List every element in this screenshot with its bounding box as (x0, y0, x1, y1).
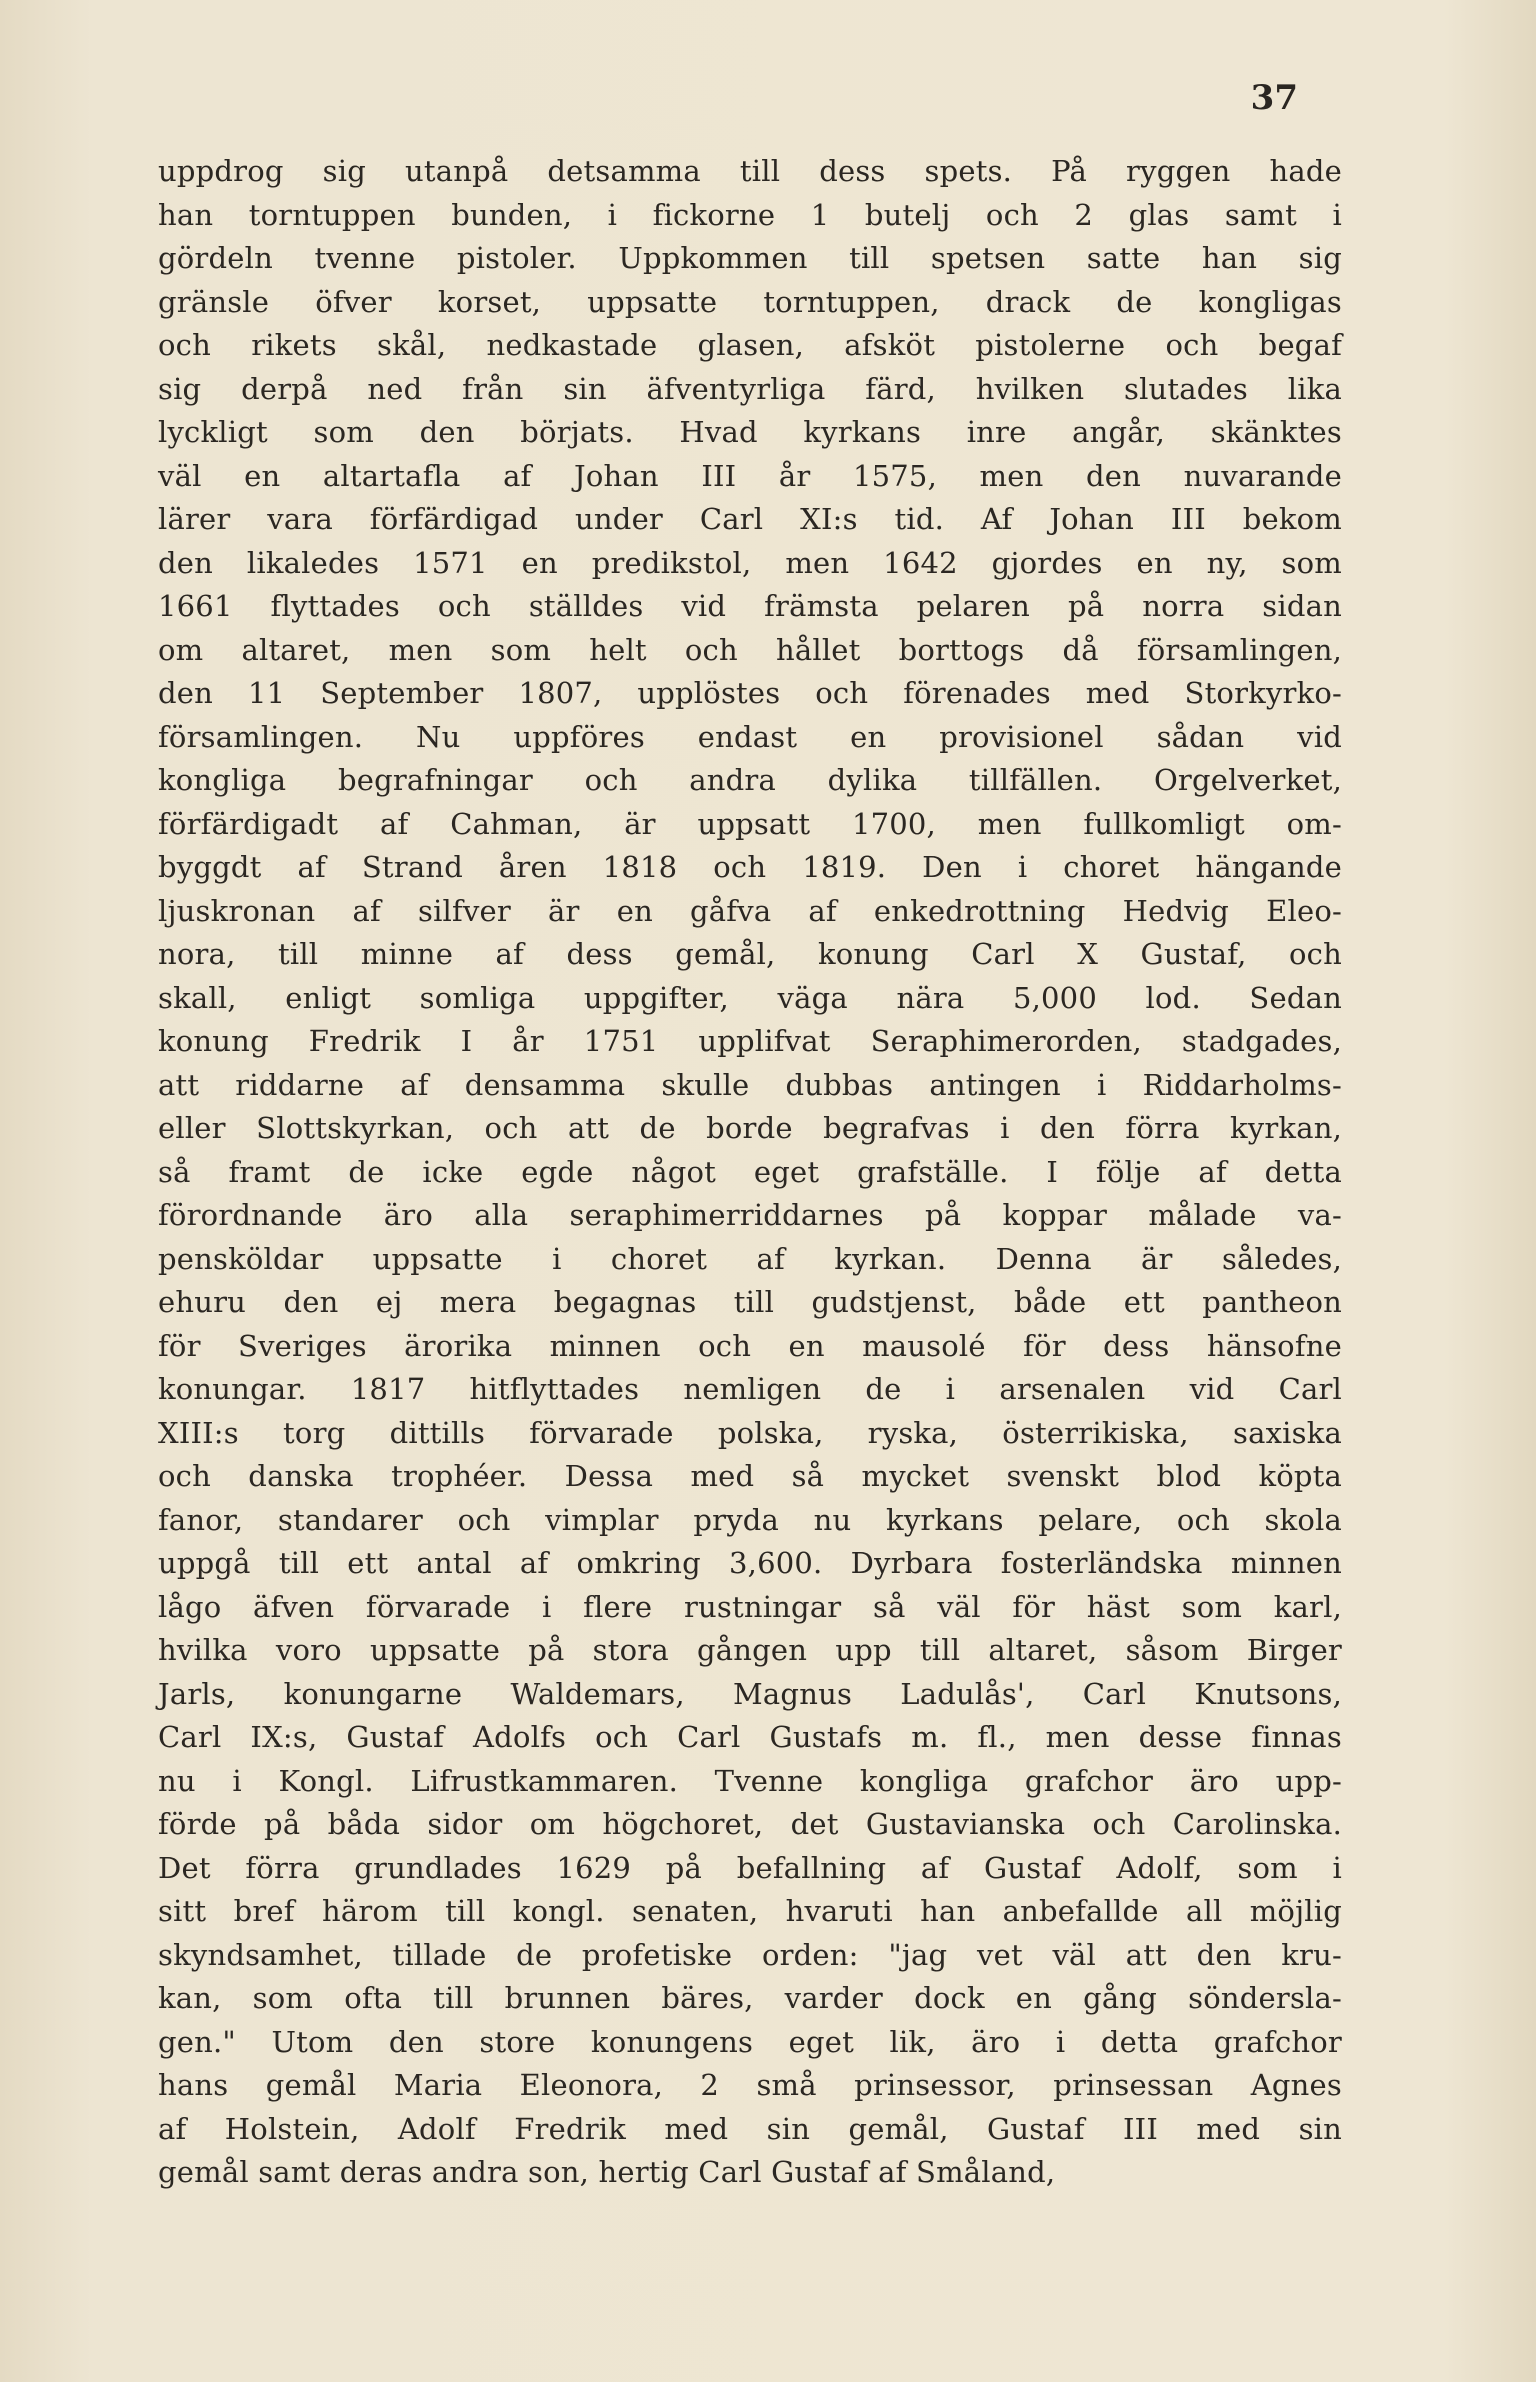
text-line: konungar. 1817 hitflyttades nemligen de i arsenalen vid Carl (158, 1372, 1342, 1406)
text-line: 1661 flyttades och ställdes vid främsta pelaren på norra sidan (158, 589, 1342, 623)
text-line: lågo äfven förvarade i flere rustningar så väl för häst som karl, (158, 1589, 1342, 1624)
text-line: förfärdigadt af Cahman, är uppsatt 1700, men fullkomligt om- (158, 806, 1342, 841)
text-line: byggdt af Strand åren 1818 och 1819. Den i choret hängande (158, 850, 1342, 884)
text-line: nora, till minne af dess gemål, konung Carl X Gustaf, och (158, 937, 1342, 971)
text-line: den likaledes 1571 en predikstol, men 1642 gjordes en ny, som (158, 545, 1342, 580)
text-line: pensköldar uppsatte i choret af kyrkan. Denna är således, (158, 1241, 1342, 1276)
text-line: hans gemål Maria Eleonora, 2 små prinsessor, prinsessan Agnes (158, 2068, 1342, 2102)
text-line: uppdrog sig utanpå detsamma till dess spets. På ryggen hade (158, 154, 1342, 188)
text-line: så framt de icke egde något eget grafställe. I följe af detta (158, 1154, 1342, 1189)
text-line: och danska trophéer. Dessa med så mycket svenskt blod köpta (158, 1459, 1342, 1493)
text-line: lärer vara förfärdigad under Carl XI:s tid. Af Johan III bekom (158, 502, 1342, 536)
text-line: lyckligt som den börjats. Hvad kyrkans inre angår, skänktes (158, 415, 1342, 449)
text-line: församlingen. Nu uppföres endast en provisionel sådan vid (158, 719, 1342, 754)
text-line: konung Fredrik I år 1751 upplifvat Seraphimerorden, stadgades, (158, 1024, 1342, 1058)
text-line: ehuru den ej mera begagnas till gudstjenst, både ett pantheon (158, 1285, 1342, 1319)
text-line: och rikets skål, nedkastade glasen, afsköt pistolerne och begaf (158, 328, 1342, 362)
text-line: Jarls, konungarne Waldemars, Magnus Ladulås', Carl Knutsons, (158, 1676, 1342, 1711)
text-line: Det förra grundlades 1629 på befallning af Gustaf Adolf, som i (158, 1850, 1342, 1885)
text-line: fanor, standarer och vimplar pryda nu kyrkans pelare, och skola (158, 1502, 1342, 1537)
text-line: XIII:s torg dittills förvarade polska, ryska, österrikiska, saxiska (158, 1415, 1342, 1450)
text-line: uppgå till ett antal af omkring 3,600. Dyrbara fosterländska minnen (158, 1546, 1342, 1580)
text-line: skyndsamhet, tillade de profetiske orden: "jag vet väl att den kru- (158, 1937, 1342, 1972)
text-line: väl en altartafla af Johan III år 1575, men den nuvarande (158, 458, 1342, 493)
text-line: den 11 September 1807, upplöstes och förenades med Storkyrko- (158, 676, 1342, 710)
text-line: gördeln tvenne pistoler. Uppkommen till spetsen satte han sig (158, 241, 1342, 275)
text-line: om altaret, men som helt och hållet borttogs då församlingen, (158, 632, 1342, 667)
text-line: hvilka voro uppsatte på stora gången upp till altaret, såsom Birger (158, 1633, 1342, 1667)
text-line: kongliga begrafningar och andra dylika tillfällen. Orgelverket, (158, 763, 1342, 797)
text-line: gen." Utom den store konungens eget lik, äro i detta grafchor (158, 2024, 1342, 2059)
page-number: 37 (1250, 78, 1298, 118)
body-text (158, 150, 1342, 2195)
text-line: af Holstein, Adolf Fredrik med sin gemål, Gustaf III med sin (158, 2111, 1342, 2146)
text-line: gemål samt deras andra son, hertig Carl Gustaf af Småland, (158, 2155, 1056, 2189)
text-line: kan, som ofta till brunnen bäres, varder dock en gång sönderslа- (158, 1981, 1342, 2015)
text-line: Carl IX:s, Gustaf Adolfs och Carl Gustafs m. fl., men desse finnas (158, 1720, 1342, 1754)
text-line: han torntuppen bunden, i fickorne 1 butelj och 2 glas samt i (158, 197, 1342, 232)
text-line: att riddarne af densamma skulle dubbas antingen i Riddarholms- (158, 1067, 1342, 1102)
text-line: för Sveriges ärorika minnen och en mausolé för dess hänsofne (158, 1328, 1342, 1363)
text-line: gränsle öfver korset, uppsatte torntuppen, drack de kongligas (158, 284, 1342, 319)
text-line: ljuskronan af silfver är en gåfva af enkedrottning Hedvig Eleo- (158, 893, 1342, 928)
text-line: förde på båda sidor om högchoret, det Gustavianska och Carolinska. (158, 1807, 1342, 1841)
text-line: sig derpå ned från sin äfventyrliga färd, hvilken slutades lika (158, 371, 1342, 406)
text-line: skall, enligt somliga uppgifter, väga nära 5,000 lod. Sedan (158, 980, 1342, 1015)
text-line: sitt bref härom till kongl. senaten, hvaruti han anbefallde all möjlig (158, 1894, 1342, 1928)
text-line: nu i Kongl. Lifrustkammaren. Tvenne kongliga grafchor äro upp- (158, 1763, 1342, 1798)
text-line: förordnande äro alla seraphimerriddarnes på koppar målade va- (158, 1198, 1342, 1232)
text-line: eller Slottskyrkan, och att de borde begrafvas i den förra kyrkan, (158, 1111, 1342, 1145)
